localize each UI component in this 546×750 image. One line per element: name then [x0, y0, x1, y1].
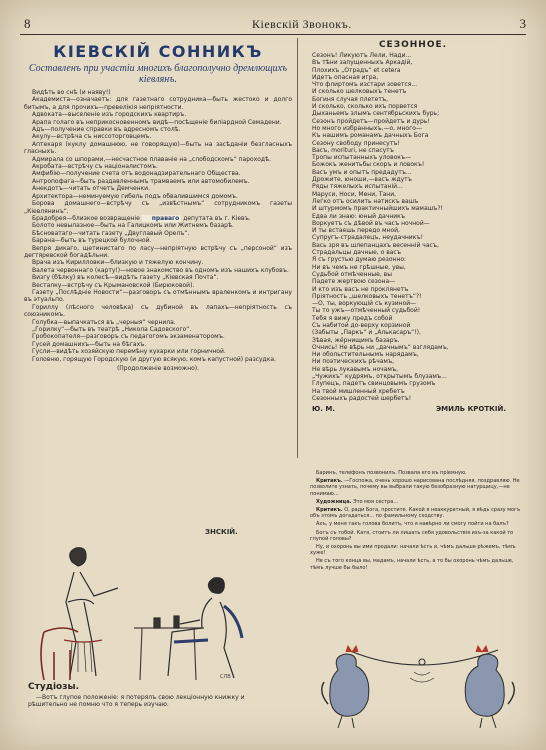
poem-line: Ты то ужъ—отмѣченный судьбой! [312, 307, 421, 315]
poem-line: И сколько шелковыхъ тенетъ [312, 88, 407, 96]
students-illustration [24, 532, 260, 682]
poem-line: Сезонъ! Ликуютъ Лели, Нади... [312, 52, 412, 59]
dream-entry: Борова домашнего—встрѣчу съ „извѣстнымъ“ сотрудникомъ газеты „Кіевлянинъ“. [24, 200, 292, 215]
dream-entry: Аптекаря (куклу домашнюю, не говорящую)—быть на засѣданіи безгласныхъ гласныхъ. [24, 140, 292, 156]
dream-entry: Адъ—получение справки въ адресномъ столѣ. [32, 126, 181, 134]
poem-line: Падете жертвою сезона— [312, 278, 396, 286]
poem-line: Судьбой отмѣченные, вы [312, 270, 392, 278]
poem-line: И кто изъ васъ не проклянетъ [312, 285, 409, 293]
poem-line: Богиня случая плететъ, [312, 95, 388, 103]
column-divider [297, 38, 298, 458]
poem-line: Я съ грустью думаю резонно: [312, 256, 407, 264]
dream-entry: Академиста—означаетъ: для газетнаго сотрудника—быть жестоко и долго битымъ, а для прочихъ—превелікія непріятности. [24, 96, 292, 111]
dream-entry: Гусли—видѣть хозяйскую перемѣну кухарки или горничной. [32, 348, 226, 356]
poem-line: И сколько, сколько ихъ порвется [312, 103, 418, 111]
dream-entry: Брадобрея—близкое возвращеніе праваго депутата въ г. Кіевъ. [32, 214, 251, 222]
dream-entry: Акробата—встрѣчу съ націоналистомъ. [32, 163, 158, 171]
dialogue-text: Это моя сестра... [353, 498, 399, 505]
article-subtitle: Составленъ при участіи многихъ благополучно дремлющихъ кіевлянъ. [28, 63, 288, 85]
dream-entry: Гориллу (лѣсного человѣка) съ дубиной въ лапахъ—непріятность съ союзникомъ. [24, 303, 292, 319]
poem-line: Въ тѣни запущенныхъ Аркадій, [312, 59, 413, 67]
poem-line: Легко отъ осилить натискъ вашъ [312, 197, 419, 205]
poem-line: Что флиртомъ изстари зовется... [312, 81, 418, 89]
dream-entry: Арапа голаго въ неприкосновенномъ видѣ—посѣщеніе биліардной Семадени. [32, 118, 282, 126]
page-number-right: 3 [519, 16, 526, 31]
dream-entry: Адвоката—выселеніе изъ городскихъ квартиръ. [32, 111, 187, 119]
caption-title: Студіозы. [28, 682, 80, 692]
dialogue-text: Ну, и охоронь вы ими продали: начали ѣсть и, чѣмъ дальше рѣжемъ, тѣмъ хуже! [310, 544, 516, 557]
caption-text: —Вотъ глупое положеніе: я потерялъ свою лекціонную книжку и рѣшительно не помню что я теперь изучаю. [28, 694, 245, 709]
poem-line: Но много избранныхъ,—о, много— [312, 124, 422, 132]
dream-entry: Голубка—выпачкаться въ „черныя“ чернила. [32, 318, 176, 326]
dream-entry: Бѣсноватаго—читать газету „Двуглавый Орелъ“. [32, 229, 190, 237]
speaker: Критикъ. [316, 507, 343, 514]
poem-line: Пріятность „шелковыхъ тенетъ“?! [312, 292, 422, 300]
dream-entries [24, 89, 292, 372]
poem-line: Къ нашимъ романамъ дачныхъ Бога [312, 132, 429, 140]
roosters-illustration [318, 630, 528, 734]
dialogue-text: Не съ того конца вы, мадамъ, начали ѣсть, а то бы охоронь чѣмъ дальше, тѣмъ лучше бы было! [310, 558, 514, 571]
poem-line: Ряды тяжелыхъ испытаній... [312, 183, 403, 191]
right-column [304, 38, 522, 415]
poem-body [304, 52, 522, 402]
poem-line: Ни обольстительнымъ нарядамъ, [312, 351, 419, 359]
dream-entry: Видѣть во снѣ (и наяву!) [32, 89, 111, 96]
dialogue-line [310, 544, 522, 556]
dream-entry: Анекдотъ—читать отчетъ Демченки. [32, 185, 150, 193]
poem-line: Сезону свободу принесутъ! [312, 139, 400, 147]
poem-line: Глупецъ, падетъ свинцовымъ грузомъ [312, 380, 436, 388]
signature-left: Ю. М. [312, 405, 335, 414]
dialogue-text: Ахъ, у меня такъ голова болитъ, что я навѣрно ли смогу пойти на балъ? [316, 521, 509, 528]
poem-line: Ни въ чемъ не грѣшные, увы, [312, 263, 406, 271]
poem-line: Идетъ опасная игра, [312, 73, 379, 81]
illustration-caption [28, 682, 268, 709]
speaker: Художница. [316, 498, 352, 505]
poem-line: Дыханьемъ злымъ сентябрьскихъ бурь; [312, 110, 440, 118]
highlighted-word: праваго [142, 215, 182, 222]
magazine-title: Кіевскій Звонокъ. [252, 17, 352, 31]
poem-line: (Забыты „Паркъ“ и „Алькасаръ“!), [312, 329, 421, 337]
dream-entry: Валета червоннаго (карту!)—новое знакомство въ одномъ изъ нашихъ клубовъ. [32, 266, 289, 274]
dialogue-text: Богъ съ тобой. Катя, стоитъ ли лишать себя удовольствія изъ-за какой то глупой головы? [310, 529, 514, 542]
poem-line: Плохихъ „Отрадъ“ et cetera [312, 66, 401, 74]
dialogue-line [310, 507, 522, 519]
dream-entry: Весталку—встрѣчу съ Крымановской (Бирюковой). [32, 281, 195, 289]
poem-line: Зѣвая, жёрнищимъ базаръ. [312, 336, 400, 344]
poem-line: Страдальцы дачные, о васъ [312, 249, 401, 257]
poem-line: Ни поэтическихъ рѣчамъ, [312, 358, 395, 366]
poem-line: Не вѣрь лукавымъ ночамъ, [312, 365, 399, 373]
artist-signature: ЗНСКІЙ. [205, 528, 238, 536]
poem-line: Тропы испытанныхъ уловокъ— [312, 154, 412, 162]
dialogue-text: О, ради Бога, простите. Какой я неаккуратный, я вѣдь сразу могъ объ этомъ догадаться... по фамильному сходству. [310, 507, 521, 520]
poem-line: Маруси, Носи, Мени, Тани, [312, 190, 396, 198]
left-column [24, 38, 292, 372]
poem-line: Васъ, morituri, не спасутъ [312, 146, 394, 154]
dream-entry: Головню, горящую Городскую (и другую всякую, комъ капустной) разсудка. [32, 355, 276, 363]
article-title: КІЕВСКІЙ СОННИКЪ [53, 42, 263, 61]
dream-entry: Гусей домашнихъ—быть на бѣгахъ. [32, 340, 147, 348]
dialogue-line [310, 499, 522, 505]
poem-line: Едва ли знаю: юный дачникъ [312, 212, 406, 220]
poem-title: СЕЗОННОЕ. [378, 40, 448, 50]
poem-line: Воркуетъ съ дѣвой въ часъ ночной— [312, 219, 430, 227]
poem-line: Супругъ-страдалецъ, неудачникъ! [312, 234, 423, 242]
poem-line: Тебя я вижу предъ собой [312, 314, 393, 322]
dialogue-jokes [310, 470, 522, 573]
poem-line: Съ набитой до-верху корзиной [312, 321, 411, 329]
dialogue-line [310, 478, 522, 497]
page-number-left: 8 [24, 16, 31, 31]
poem-line: Васъ умъ и опытъ предадутъ... [312, 168, 412, 176]
dream-entry: Визгу (бѣлку) въ колесѣ—видѣть газету „Кіевская Почта“. [32, 274, 219, 282]
dialogue-intro: Баринъ, телефонъ позвонилъ. Позвала его въ пріемную. [316, 470, 467, 476]
dialogue-line [310, 530, 522, 542]
svg-text:СЛВ: СЛВ [220, 674, 231, 680]
poem-line: Очнись! Не вѣрь ни „дачнымъ“ взглядамъ, [312, 343, 449, 351]
dream-entry: Газету „Послѣдніе Новости“—разговоръ съ отмѣннымъ враленкомъ и интригану въ этуальпо. [24, 288, 292, 304]
poem-line: —О, ты, воркующій съ кузиной— [312, 300, 417, 308]
poem-line: Божокъ женитьбы скоръ и ловокъ! [312, 161, 425, 169]
dialogue-text: —Госпожа, очень хорошо нарисована послѣдняя, поздравляю. Не позволите узнать, почему вы выбрали такую безобразную натурщицу,—не понимаю... [310, 478, 520, 497]
dream-entry: Врача изъ Кирилловки—близкую и тяжелую кончину. [32, 259, 204, 267]
dream-entry: „Горилку“—быть въ театрѣ „Никола Садовского“. [32, 326, 192, 333]
dream-entry: Амфибію—получение счета отъ водонадзирательнаго Общества. [32, 170, 241, 178]
poem-line: Вась зря въ шлепанцахъ весенній часъ, [312, 241, 439, 249]
dream-entry: Барана—быть въ турецкой булочной. [32, 237, 152, 245]
speaker: Критикъ. [316, 478, 343, 485]
poem-line: Дрожите, юноши,—васъ ждутъ [312, 176, 412, 184]
poem-line: Сезонныхъ радостей шербетъ! [312, 394, 412, 402]
poem-line: „Чужихъ“ кудрямъ, открытымъ блузамъ... [312, 373, 447, 381]
dream-entry: Адмирала со шпорами,—несчастное плаваніе на „слободскомъ“ пароходѣ. [32, 155, 272, 163]
page-header [20, 14, 526, 35]
dream-entry: Гробокопателя—разговоръ съ педагогомъ экзаменаторомъ. [32, 333, 225, 341]
dream-entry: Акулу—встрѣча съ ниссоторговцемъ. [32, 133, 152, 141]
dream-entry: Болото невылазное—быть на Галицкомъ или Житнемъ базарѣ. [32, 222, 234, 230]
poem-line: Сезонъ пройдетъ—пройдетъ и дурь! [312, 117, 430, 125]
dialogue-line [310, 558, 522, 570]
signatures [304, 405, 522, 415]
poem-line: И штурмомъ практичныйшихъ мамашъ?! [312, 205, 443, 213]
dream-entry: Вепря дикаго, щетинистаго по ласу—непріятную встрѣчу съ „персоной“ изъ дегтяревской богадѣльни. [24, 244, 292, 259]
dialogue-line [310, 521, 522, 527]
dream-entry: Архитектора—неминуемую гибель подъ обвалившимся домомъ. [32, 192, 238, 200]
poem-line: И ты встаешь передо мной, [312, 227, 400, 235]
poem-line: На твой мишленный хребетъ [312, 387, 405, 395]
dream-entry: Антропофага—быть раздавленнымъ трамваемъ или автомобилемъ. [32, 177, 250, 185]
continued-note: (Продолженіе возможно). [116, 365, 200, 373]
signature-right: ЭМИЛЬ КРОТКІЙ. [436, 405, 506, 414]
